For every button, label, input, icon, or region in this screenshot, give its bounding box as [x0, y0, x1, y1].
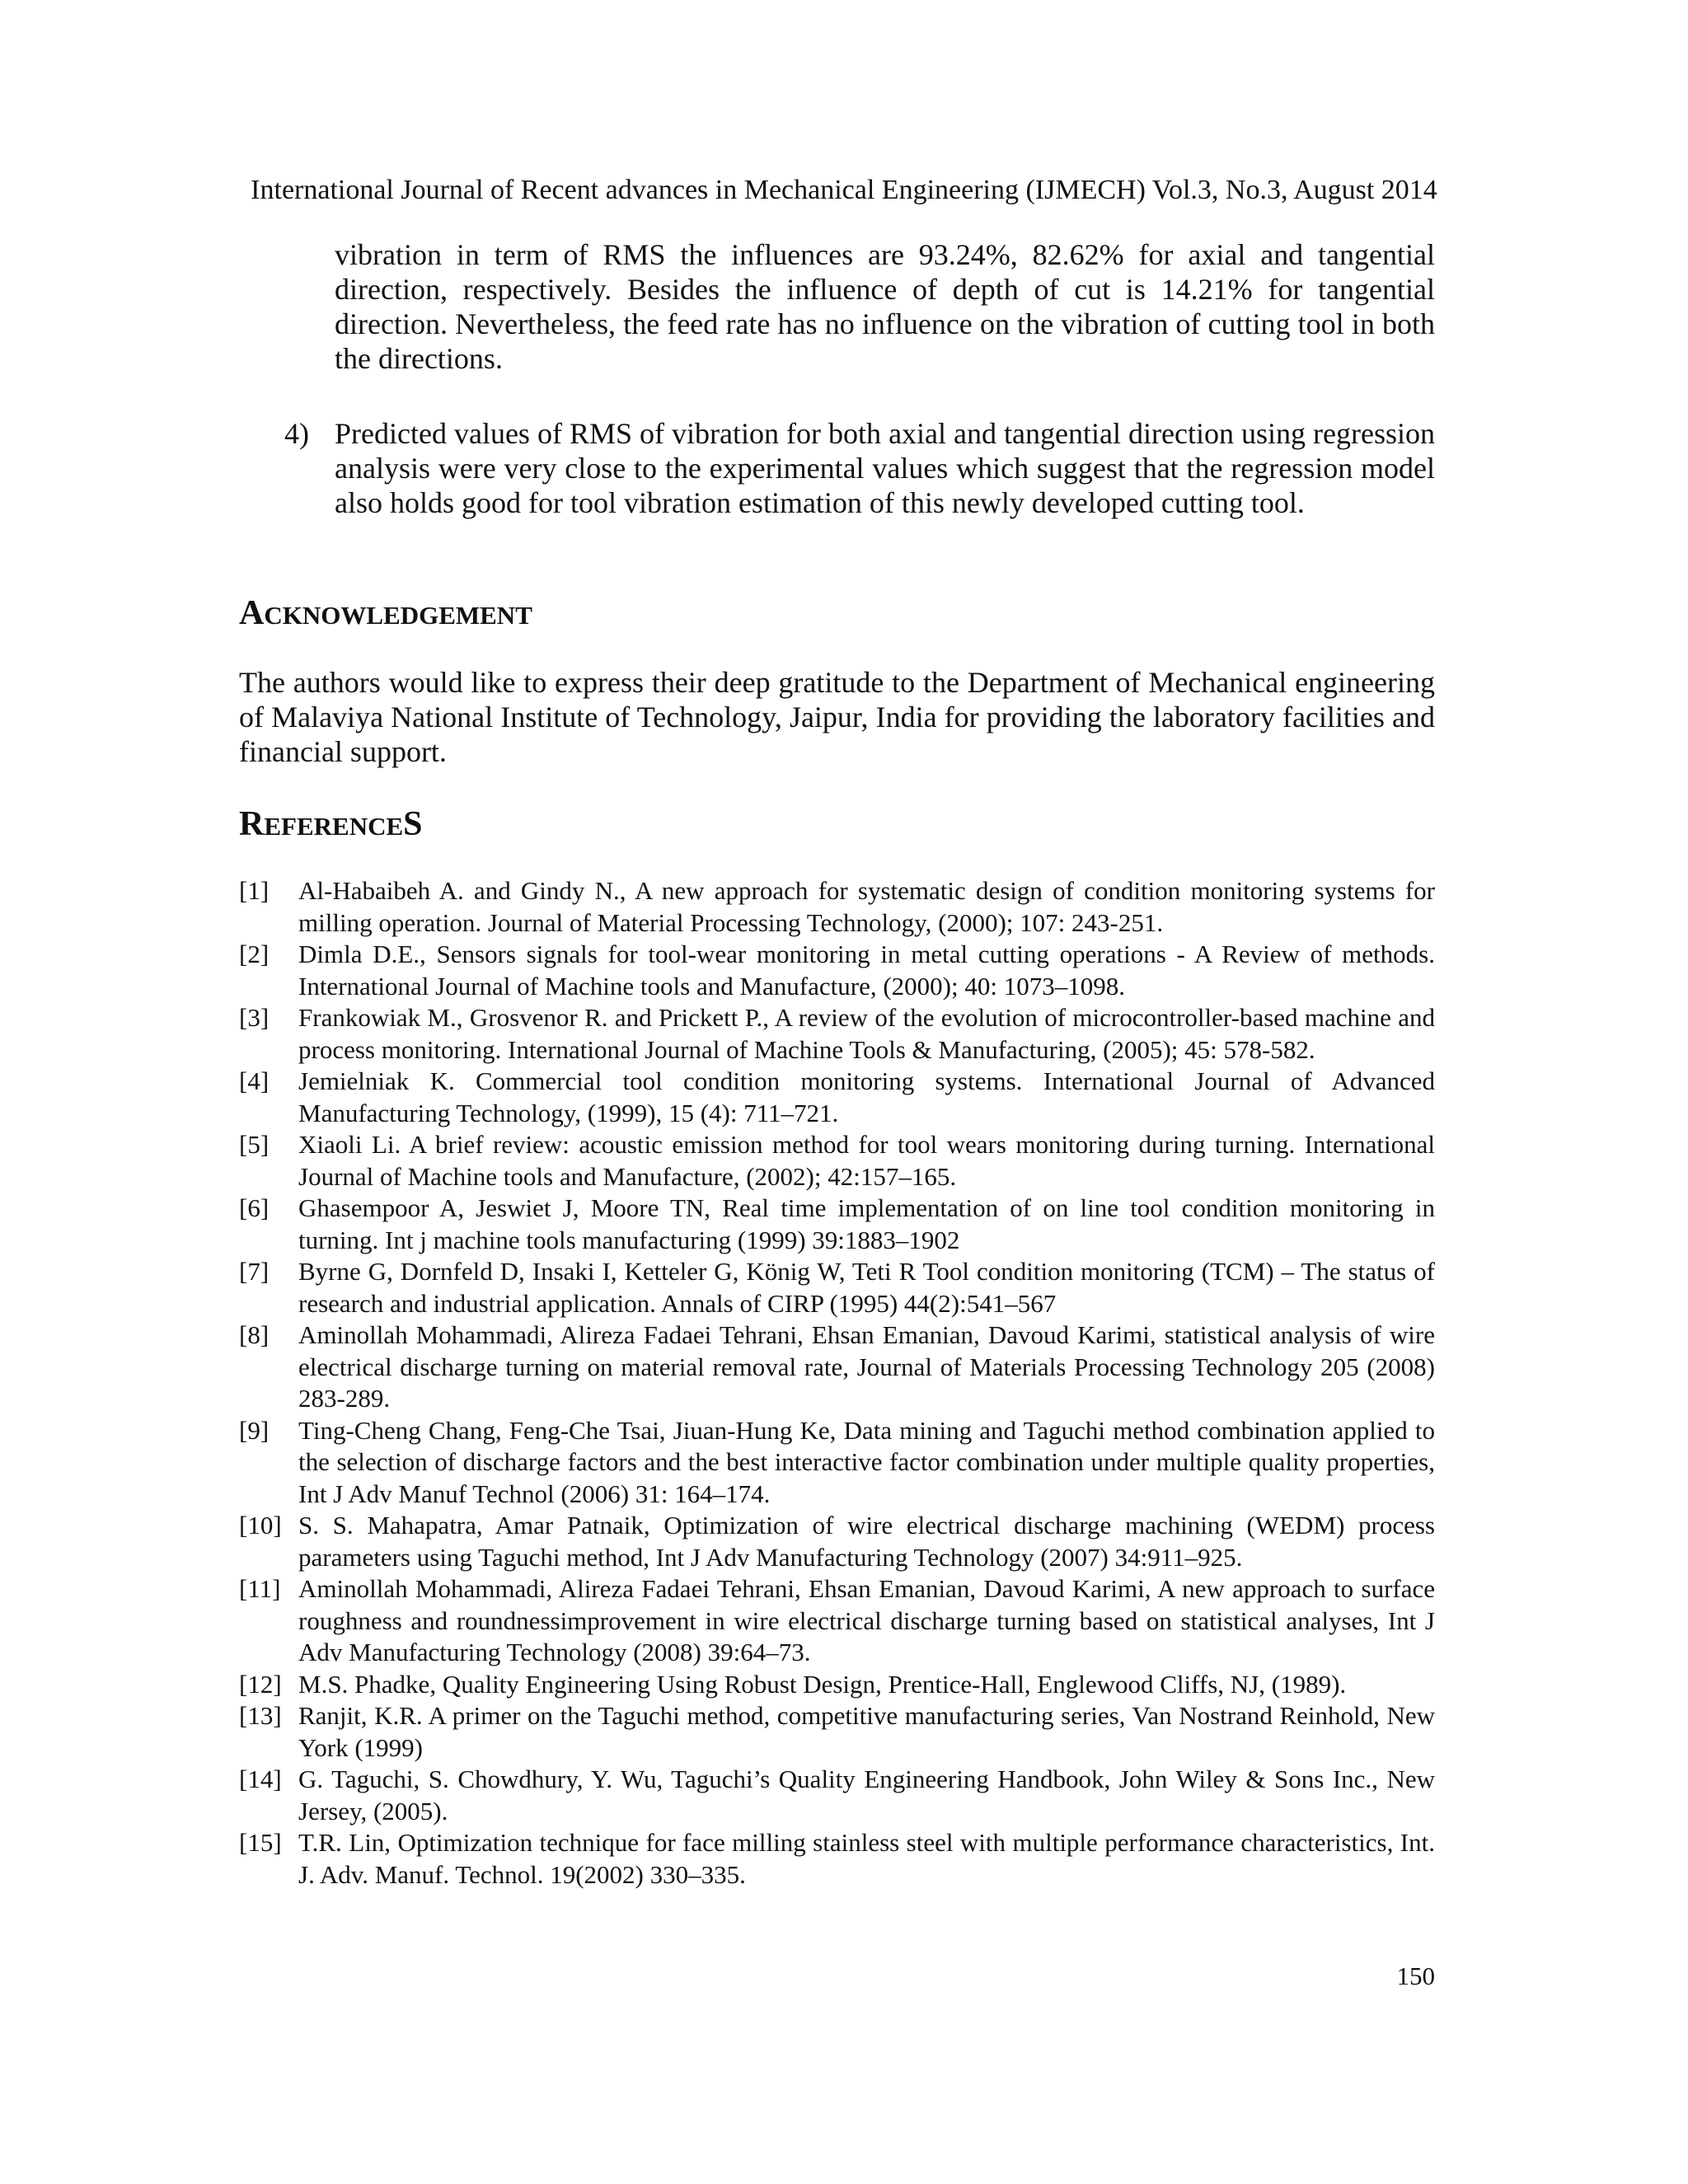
reference-number: [8]: [239, 1320, 270, 1349]
reference-number: [6]: [239, 1193, 270, 1222]
reference-text: Ranjit, K.R. A primer on the Taguchi method, competitive manufacturing series, Van Nostrand Reinhold, New York (1999): [298, 1701, 1435, 1762]
reference-text: G. Taguchi, S. Chowdhury, Y. Wu, Taguchi’s Quality Engineering Handbook, John Wiley & Sons Inc., New Jersey, (2005).: [298, 1765, 1435, 1825]
heading-rest: CKNOWLEDGEMENT: [264, 601, 532, 630]
reference-number: [5]: [239, 1130, 270, 1159]
reference-number: [7]: [239, 1257, 270, 1286]
list-item-text: Predicted values of RMS of vibration for both axial and tangential direction using regression analysis were very close to the experimental values which suggest that the regression model also holds good for tool vibration estimation of this newly developed cutting tool.: [335, 417, 1435, 519]
reference-item: [239, 1256, 1435, 1319]
reference-item: [239, 1319, 1435, 1415]
reference-item: [239, 1573, 1435, 1669]
acknowledgement-text: The authors would like to express their deep gratitude to the Department of Mechanical engineering of Malaviya National Institute of Technology, Jaipur, India for providing the laboratory facilities and financial support.: [239, 666, 1435, 768]
reference-item: [239, 1066, 1435, 1129]
reference-text: Frankowiak M., Grosvenor R. and Prickett P., A review of the evolution of microcontroller-based machine and process monitoring. International Journal of Machine Tools & Manufacturing, (2005); 45: 578-582.: [298, 1003, 1435, 1064]
reference-text: Ting-Cheng Chang, Feng-Che Tsai, Jiuan-Hung Ke, Data mining and Taguchi method combination applied to the selection of discharge factors and the best interactive factor combination under multiple quality properties, Int J Adv Manuf Technol (2006) 31: 164–174.: [298, 1415, 1435, 1508]
reference-number: [10]: [239, 1511, 282, 1540]
reference-number: [9]: [239, 1415, 270, 1445]
reference-item: [239, 939, 1435, 1002]
heading-initial: R: [239, 805, 265, 843]
list-item-number: 4): [284, 417, 309, 450]
reference-text: Xiaoli Li. A brief review: acoustic emission method for tool wears monitoring during turning. International Journal of Machine tools and Manufacture, (2002); 42:157–165.: [298, 1130, 1435, 1191]
reference-item: [239, 1700, 1435, 1764]
reference-number: [4]: [239, 1066, 270, 1095]
reference-text: Al-Habaibeh A. and Gindy N., A new approach for systematic design of condition monitoring systems for milling operation. Journal of Material Processing Technology, (2000); 107: 243-251.: [298, 876, 1435, 937]
heading-rest: EFERENCE: [264, 812, 404, 841]
reference-text: S. S. Mahapatra, Amar Patnaik, Optimization of wire electrical discharge machining (WEDM) process parameters using Taguchi method, Int J Adv Manufacturing Technology (2007) 34:911–925.: [298, 1511, 1435, 1572]
reference-number: [15]: [239, 1828, 282, 1857]
reference-item: [239, 1764, 1435, 1827]
reference-number: [1]: [239, 876, 270, 905]
acknowledgement-heading: [239, 593, 532, 633]
reference-text: Dimla D.E., Sensors signals for tool-wear monitoring in metal cutting operations - A Review of methods. International Journal of Machine tools and Manufacture, (2000); 40: 1073–1098.: [298, 940, 1435, 1001]
reference-item: [239, 1415, 1435, 1511]
reference-list: [239, 875, 1435, 1891]
reference-item: [239, 1002, 1435, 1066]
reference-number: [14]: [239, 1765, 282, 1793]
reference-text: Byrne G, Dornfeld D, Insaki I, Ketteler G, König W, Teti R Tool condition monitoring (TCM) – The status of research and industrial application. Annals of CIRP (1995) 44(2):541–567: [298, 1257, 1435, 1318]
reference-item: [239, 875, 1435, 939]
reference-item: [239, 1129, 1435, 1193]
reference-text: Aminollah Mohammadi, Alireza Fadaei Tehrani, Ehsan Emanian, Davoud Karimi, statistical analysis of wire electrical discharge turning on material removal rate, Journal of Materials Processing Technology 205 (2008) 283-289.: [298, 1320, 1435, 1413]
reference-item: [239, 1510, 1435, 1573]
reference-item: [239, 1669, 1435, 1701]
reference-text: Aminollah Mohammadi, Alireza Fadaei Tehrani, Ehsan Emanian, Davoud Karimi, A new approach to surface roughness and roundnessimprovement in wire electrical discharge turning based on statistical analyses, Int J Adv Manufacturing Technology (2008) 39:64–73.: [298, 1574, 1435, 1666]
continued-paragraph: vibration in term of RMS the influences are 93.24%, 82.62% for axial and tangential direction, respectively. Besides the influence of depth of cut is 14.21% for tangential direction. Nevertheless, the feed rate has no influence on the vibration of cutting tool in both the directions.: [335, 238, 1435, 375]
reference-number: [3]: [239, 1003, 270, 1032]
references-heading: [239, 804, 423, 844]
reference-text: T.R. Lin, Optimization technique for face milling stainless steel with multiple performance characteristics, Int. J. Adv. Manuf. Technol. 19(2002) 330–335.: [298, 1828, 1435, 1889]
reference-number: [11]: [239, 1574, 281, 1603]
heading-initial: A: [239, 594, 265, 632]
reference-number: [2]: [239, 940, 270, 968]
reference-number: [12]: [239, 1669, 282, 1699]
reference-text: M.S. Phadke, Quality Engineering Using Robust Design, Prentice-Hall, Englewood Cliffs, NJ, (1989).: [298, 1669, 1347, 1699]
reference-number: [13]: [239, 1701, 282, 1730]
conclusion-list-item: [284, 416, 1435, 520]
page-number: 150: [1396, 1961, 1435, 1990]
reference-item: [239, 1827, 1435, 1891]
running-header: International Journal of Recent advances in Mechanical Engineering (IJMECH) Vol.3, No.3, August 2014: [251, 175, 1437, 205]
reference-text: Ghasempoor A, Jeswiet J, Moore TN, Real time implementation of on line tool condition monitoring in turning. Int j machine tools manufacturing (1999) 39:1883–1902: [298, 1193, 1435, 1254]
reference-text: Jemielniak K. Commercial tool condition monitoring systems. International Journal of Advanced Manufacturing Technology, (1999), 15 (4): 711–721.: [298, 1066, 1435, 1127]
heading-final: S: [403, 805, 423, 843]
reference-item: [239, 1193, 1435, 1256]
